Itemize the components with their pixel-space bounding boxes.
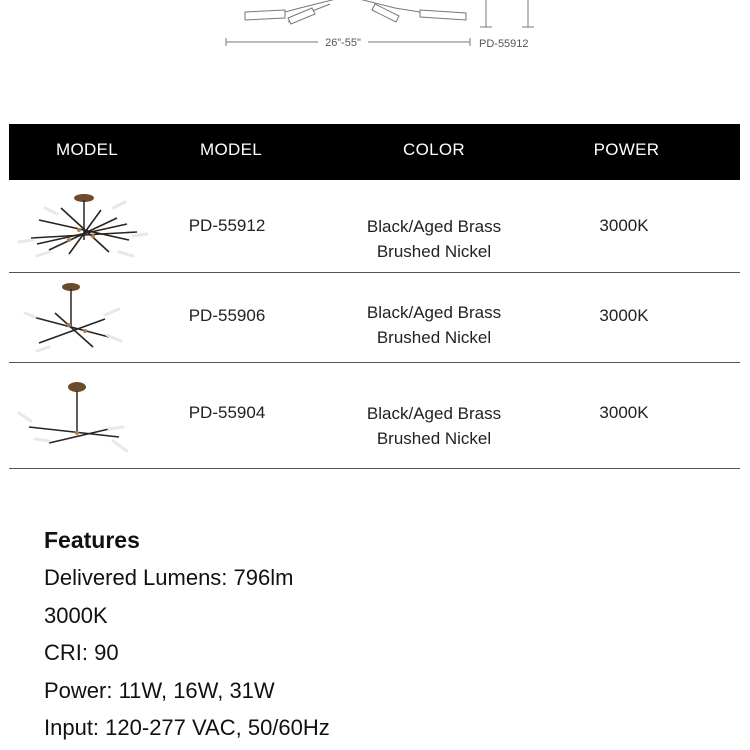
power-value: 3000K (599, 403, 649, 422)
feature-input: Input: 120-277 VAC, 50/60Hz (44, 715, 330, 740)
color-option: Black/Aged Brass (366, 217, 502, 236)
header-color: COLOR (403, 140, 465, 159)
model-number: PD-55904 (188, 403, 266, 422)
color-option: Brushed Nickel (376, 242, 492, 261)
color-options (339, 214, 529, 264)
feature-lumens: Delivered Lumens: 796lm (44, 565, 294, 590)
width-dimension-label: 26”-55" (325, 37, 361, 49)
table-row (9, 273, 740, 363)
table-header (9, 124, 740, 180)
chandelier-12-arm-image (9, 180, 149, 272)
color-options (339, 300, 529, 350)
chandelier-4-arm-image (9, 363, 149, 468)
feature-color-temperature: 3000K (44, 602, 108, 628)
features-section (44, 522, 330, 747)
color-option: Black/Aged Brass (366, 303, 502, 322)
feature-cri: CRI: 90 (44, 640, 119, 665)
chandelier-6-arm-image (9, 273, 149, 362)
color-options (339, 401, 529, 451)
drawing-model-label: PD-55912 (479, 38, 529, 50)
table-row (9, 180, 740, 273)
table-row (9, 363, 740, 469)
dimension-drawing (0, 0, 750, 60)
color-option: Brushed Nickel (376, 429, 492, 448)
header-power: POWER (593, 140, 660, 159)
fixture-outline-drawing (245, 0, 534, 27)
feature-power: Power: 11W, 16W, 31W (44, 677, 275, 703)
header-model-image: MODEL (56, 140, 118, 159)
power-value: 3000K (599, 216, 649, 235)
model-number: PD-55906 (188, 306, 266, 325)
model-number: PD-55912 (188, 216, 266, 235)
color-option: Brushed Nickel (376, 328, 492, 347)
features-title: Features (44, 527, 140, 553)
power-value: 3000K (599, 306, 649, 325)
header-model: MODEL (200, 140, 262, 159)
color-option: Black/Aged Brass (366, 404, 502, 423)
